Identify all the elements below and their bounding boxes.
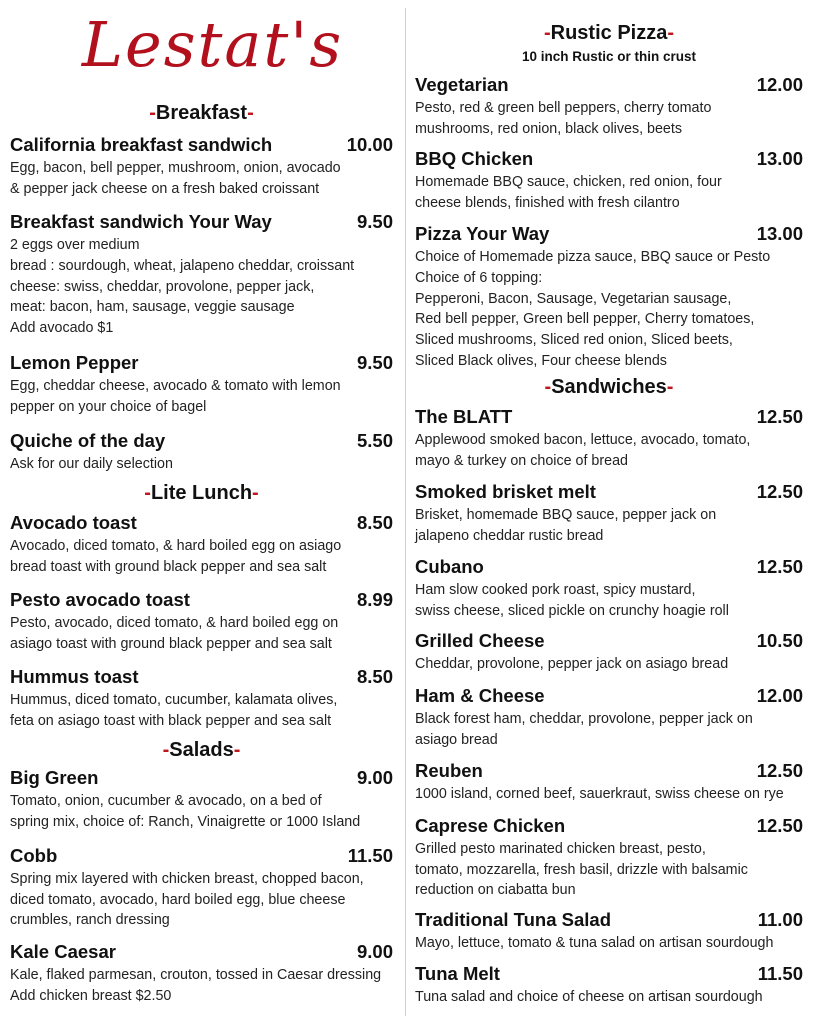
menu-item-title: Breakfast sandwich Your Way [10, 211, 272, 232]
menu-item-header [10, 665, 393, 689]
menu-item [10, 133, 393, 199]
description-line: tomato, mozzarella, fresh basil, drizzle with balsamic [415, 861, 748, 878]
menu-item-title: Grilled Cheese [415, 630, 545, 651]
description-line: Sliced Black olives, Four cheese blends [415, 352, 667, 369]
description-line: Ham slow cooked pork roast, spicy mustard, [415, 582, 696, 598]
menu-item-price: 12.50 [756, 760, 803, 781]
menu-item-header [415, 405, 803, 429]
menu-item-title: Ham & Cheese [415, 685, 545, 706]
description-line: crumbles, ranch dressing [10, 912, 170, 929]
description-line: spring mix, choice of: Ranch, Vinaigrette or 1000 Island [10, 813, 361, 830]
heading-dash: - [149, 102, 156, 124]
description-line: Pesto, avocado, diced tomato, & hard boiled egg on [10, 615, 339, 631]
menu-item-title: Hummus toast [10, 666, 139, 687]
description-line: Avocado, diced tomato, & hard boiled egg on asiago [10, 538, 342, 554]
menu-item-price: 10.50 [756, 630, 803, 651]
menu-item-header [10, 210, 393, 234]
menu-item-title: Kale Caesar [10, 941, 116, 962]
menu-item-header [10, 351, 393, 375]
menu-item-price: 12.00 [756, 685, 803, 706]
menu-item [10, 766, 393, 832]
menu-item-header [10, 511, 393, 535]
menu-item-price: 5.50 [356, 430, 393, 451]
menu-item-title: Vegetarian [415, 74, 509, 95]
menu-item-description [415, 580, 803, 621]
menu-item-description [10, 235, 393, 339]
heading-label: Rustic Pizza [550, 22, 668, 44]
menu-item-description [10, 690, 393, 731]
menu-item-price: 9.50 [356, 352, 393, 373]
menu-item-title: Tuna Melt [415, 963, 500, 984]
menu-item-description [415, 247, 803, 372]
menu-item-title: Cobb [10, 845, 58, 866]
heading-dash: - [233, 739, 241, 761]
description-line: 2 eggs over medium [10, 237, 140, 253]
menu-item-title: Caprese Chicken [415, 815, 566, 836]
menu-item-price: 9.50 [356, 211, 393, 232]
menu-item-header [10, 844, 393, 868]
description-line: Sliced mushrooms, Sliced red onion, Sliced beets, [415, 332, 733, 349]
menu-item [415, 814, 803, 901]
description-line: Spring mix layered with chicken breast, chopped bacon, [10, 871, 364, 887]
description-line: Choice of 6 topping: [415, 269, 543, 286]
menu-item-header [415, 222, 803, 246]
description-line: 1000 island, corned beef, sauerkraut, swiss cheese on rye [415, 786, 784, 802]
menu-item [10, 588, 393, 654]
description-line: diced tomato, avocado, hard boiled egg, blue cheese [10, 891, 346, 908]
menu-item-price: 11.00 [757, 909, 803, 930]
menu-item-price: 11.50 [757, 963, 803, 984]
menu-item-description [415, 172, 803, 213]
heading-dash: - [247, 102, 254, 124]
menu-item-description [10, 158, 393, 199]
menu-item-price: 13.00 [756, 223, 803, 244]
menu-item-price: 12.50 [756, 815, 803, 836]
description-line: Tomato, onion, cucumber & avocado, on a bed of [10, 793, 322, 809]
column-divider [405, 8, 406, 1016]
menu-item-price: 13.00 [756, 148, 803, 169]
menu-item-description [10, 965, 393, 1006]
menu-item-description [415, 709, 803, 750]
description-line: Brisket, homemade BBQ sauce, pepper jack on [415, 507, 717, 523]
menu-item-price: 9.00 [356, 767, 393, 788]
menu-item-header [415, 147, 803, 171]
description-line: Add chicken breast $2.50 [10, 987, 172, 1004]
heading-dash: - [543, 22, 551, 44]
menu-item-description [415, 505, 803, 546]
menu-item-header [415, 555, 803, 579]
description-line: reduction on ciabatta bun [415, 882, 576, 899]
menu-item [415, 480, 803, 546]
menu-item-header [415, 908, 803, 932]
description-line: jalapeno cheddar rustic bread [415, 527, 604, 544]
menu-item-title: Cubano [415, 556, 484, 577]
description-line: Grilled pesto marinated chicken breast, pesto, [415, 841, 706, 857]
menu-item-description [10, 869, 393, 931]
section-heading-lite-lunch [10, 481, 393, 505]
menu-item-header [10, 766, 393, 790]
description-line: Applewood smoked bacon, lettuce, avocado, tomato, [415, 432, 751, 448]
menu-item-title: Pizza Your Way [415, 223, 550, 244]
menu-item-description [415, 839, 803, 901]
heading-dash: - [666, 376, 674, 398]
description-line: Tuna salad and choice of cheese on artisan sourdough [415, 989, 763, 1005]
menu-item-description [415, 933, 803, 954]
menu-item-price: 8.50 [356, 512, 393, 533]
menu-item [10, 351, 393, 417]
description-line: Mayo, lettuce, tomato & tuna salad on artisan sourdough [415, 935, 774, 951]
menu-item-title: Lemon Pepper [10, 352, 139, 373]
menu-item [415, 405, 803, 471]
menu-item-description [10, 791, 393, 832]
menu-item-price: 9.00 [356, 941, 393, 962]
menu-item-header [10, 940, 393, 964]
heading-dash: - [162, 739, 170, 761]
menu-item-title: Avocado toast [10, 512, 137, 533]
menu-item [10, 429, 393, 475]
description-line: Choice of Homemade pizza sauce, BBQ sauce or Pesto [415, 249, 771, 265]
menu-item-header [415, 962, 803, 986]
menu-item-description [10, 454, 393, 475]
menu-item-header [415, 480, 803, 504]
menu-item-price: 12.00 [756, 74, 803, 95]
heading-label: Breakfast [155, 102, 248, 124]
heading-label: Sandwiches [551, 376, 667, 398]
section-heading-sandwiches [415, 375, 803, 399]
menu-item-description [10, 536, 393, 577]
section-heading-salads [10, 738, 393, 762]
heading-label: Lite Lunch [150, 482, 253, 504]
menu-item [415, 222, 803, 372]
menu-item [10, 210, 393, 339]
menu-item [415, 555, 803, 621]
menu-item-description [10, 376, 393, 417]
description-line: meat: bacon, ham, sausage, veggie sausage [10, 299, 295, 316]
section-heading-breakfast [10, 101, 393, 125]
menu-item [10, 511, 393, 577]
menu-item-description [415, 98, 803, 139]
menu-item-title: The BLATT [415, 406, 513, 427]
menu-item [415, 629, 803, 675]
menu-item-header [10, 588, 393, 612]
menu-item-title: BBQ Chicken [415, 148, 534, 169]
description-line: cheese blends, finished with fresh cilantro [415, 194, 680, 211]
menu-item-price: 12.50 [756, 481, 803, 502]
menu-item [10, 844, 393, 931]
description-line: bread toast with ground black pepper and sea salt [10, 558, 327, 575]
menu-item-header [10, 429, 393, 453]
description-line: mushrooms, red onion, black olives, beets [415, 120, 683, 137]
menu-item-description [415, 654, 803, 675]
menu-item [415, 908, 803, 954]
menu-item-title: Reuben [415, 760, 483, 781]
description-line: asiago bread [415, 731, 498, 748]
menu-item-header [10, 133, 393, 157]
description-line: Ask for our daily selection [10, 456, 173, 472]
menu-item-price: 12.50 [756, 556, 803, 577]
menu-item-title: Traditional Tuna Salad [415, 909, 611, 930]
menu-item-header [415, 73, 803, 97]
menu-item-description [10, 613, 393, 654]
menu-item [415, 962, 803, 1008]
description-line: bread : sourdough, wheat, jalapeno cheddar, croissant [10, 257, 355, 274]
heading-dash: - [544, 376, 552, 398]
description-line: Cheddar, provolone, pepper jack on asiago bread [415, 656, 729, 672]
menu-item-title: Smoked brisket melt [415, 481, 596, 502]
menu-item [415, 73, 803, 139]
description-line: Egg, cheddar cheese, avocado & tomato with lemon [10, 378, 341, 394]
menu-item-price: 12.50 [756, 406, 803, 427]
heading-label: Salads [169, 739, 234, 761]
menu-item [10, 940, 393, 1006]
menu-item-header [415, 814, 803, 838]
menu-item-price: 10.00 [346, 134, 393, 155]
description-line: & pepper jack cheese on a fresh baked croissant [10, 180, 320, 197]
description-line: mayo & turkey on choice of bread [415, 452, 628, 469]
heading-dash: - [667, 22, 675, 44]
menu-item-description [415, 987, 803, 1008]
menu-item-description [415, 784, 803, 805]
menu-item-title: California breakfast sandwich [10, 134, 273, 155]
menu-item [415, 759, 803, 805]
description-line: Add avocado $1 [10, 320, 114, 337]
description-line: Hummus, diced tomato, cucumber, kalamata olives, [10, 692, 338, 708]
menu-item [10, 665, 393, 731]
restaurant-logo: Lestat's [81, 8, 344, 81]
description-line: asiago toast with ground black pepper and sea salt [10, 635, 332, 652]
description-line: pepper on your choice of bagel [10, 398, 207, 415]
description-line: Homemade BBQ sauce, chicken, red onion, four [415, 174, 722, 190]
heading-dash: - [252, 482, 259, 504]
section-heading-rustic-pizza [415, 21, 803, 45]
menu-item-price: 8.99 [356, 589, 393, 610]
section-subtitle: 10 inch Rustic or thin crust [521, 49, 697, 64]
description-line: swiss cheese, sliced pickle on crunchy hoagie roll [415, 602, 729, 619]
menu-item-price: 8.50 [356, 666, 393, 687]
heading-dash: - [144, 482, 151, 504]
description-line: feta on asiago toast with black pepper and sea salt [10, 712, 332, 729]
menu-item-description [415, 430, 803, 471]
description-line: Black forest ham, cheddar, provolone, pepper jack on [415, 711, 753, 727]
menu-item [415, 684, 803, 750]
menu-item-title: Big Green [10, 767, 99, 788]
description-line: Egg, bacon, bell pepper, mushroom, onion, avocado [10, 160, 341, 176]
menu-item-header [415, 629, 803, 653]
description-line: Red bell pepper, Green bell pepper, Cherry tomatoes, [415, 311, 755, 328]
menu-item-title: Quiche of the day [10, 430, 166, 451]
description-line: Pepperoni, Bacon, Sausage, Vegetarian sausage, [415, 290, 732, 307]
menu-item-header [415, 759, 803, 783]
description-line: cheese: swiss, cheddar, provolone, pepper jack, [10, 278, 315, 295]
menu-item-title: Pesto avocado toast [10, 589, 190, 610]
description-line: Kale, flaked parmesan, crouton, tossed in Caesar dressing [10, 967, 382, 983]
menu-item-header [415, 684, 803, 708]
menu-item [415, 147, 803, 213]
description-line: Pesto, red & green bell peppers, cherry tomato [415, 100, 712, 116]
menu-item-price: 11.50 [347, 845, 393, 866]
